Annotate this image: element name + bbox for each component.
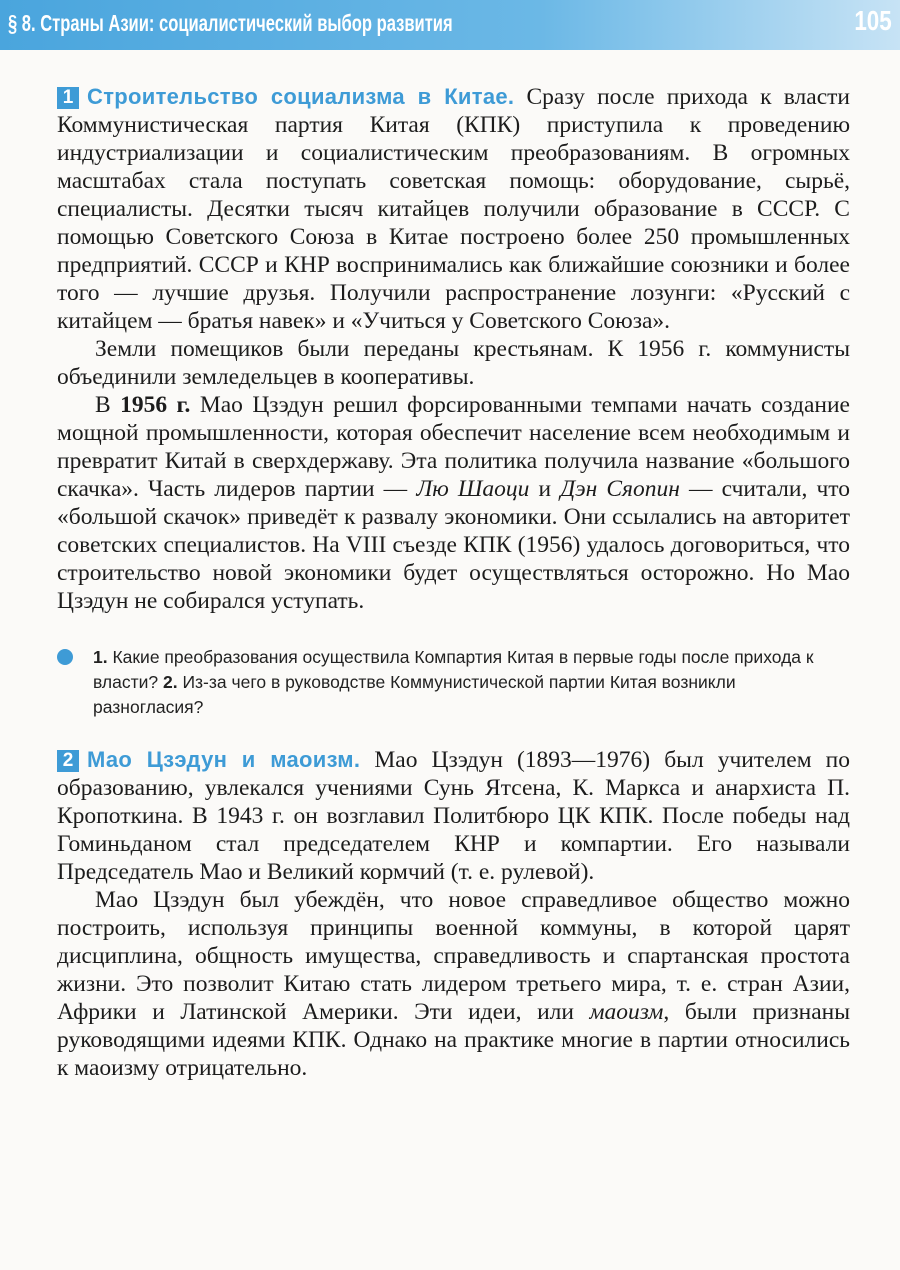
- question2-number: 2.: [162, 672, 178, 692]
- p3-text-b: — считали, что «большой скачок» приведёт к развалу экономики. Они ссылались на авторитет советских специалистов. На VIII съезде КПК (1956) удалось договориться, что строительство новой экономики будет осуществляться осторожно. Но Мао Цзэдун не собирался уступать.: [57, 476, 850, 614]
- term-maoism: маоизм: [589, 999, 664, 1025]
- year-1956: 1956 г.: [120, 392, 191, 418]
- question-bullet-icon: [57, 649, 73, 665]
- section2-paragraph1: [57, 746, 850, 886]
- p3-text-a: Мао Цзэдун решил форсированными темпами начать создание мощной промышленности, которая обеспечит население всем необходимым и превратит Китай в сверхдержаву. Эта политика получила название «большого скачка». Часть лидеров партии —: [57, 392, 850, 502]
- p3-and: и: [529, 476, 561, 502]
- question1-text: Какие преобразования осуществила Компартия Китая в первые годы после прихода к власти?: [93, 647, 814, 692]
- section1-p1-text: Сразу после прихода к власти Коммунистическая партия Китая (КПК) приступила к проведению индустриализации и социалистическим преобразованиям. В огромных масштабах стала поступать советская помощь: оборудование, сырьё, специалисты. Десятки тысяч китайцев получили образование в СССР. С помощью Советского Союза в Китае построено более 250 промышленных предприятий. СССР и КНР воспринимались как ближайшие союзники и более того — лучшие друзья. Получили распространение лозунги: «Русский с китайцем — братья навек» и «Учиться у Советского Союза».: [57, 84, 850, 334]
- page-content: [57, 83, 850, 1082]
- section2-title: Мао Цзэдун и маоизм.: [87, 747, 361, 772]
- section1-number-badge: 1: [57, 87, 79, 109]
- section2-paragraph2: [57, 886, 850, 1082]
- chapter-title: § 8. Страны Азии: социалистический выбор развития: [8, 10, 453, 36]
- page-header: [0, 0, 900, 50]
- page-number: 105: [854, 5, 892, 36]
- s2p2-text-b: , были признаны руководящими идеями КПК. Однако на практике многие в партии относились к маоизму отрицательно.: [57, 999, 850, 1081]
- section2-number-badge: 2: [57, 750, 79, 772]
- name-deng-xiaoping: Дэн Сяопин: [560, 476, 680, 502]
- question2-text: Из-за чего в руководстве Коммунистической партии Китая возникли разногласия?: [93, 672, 736, 717]
- section2-p1-text: Мао Цзэдун (1893—1976) был учителем по образованию, увлекался учениями Сунь Ятсена, К. Маркса и анархиста П. Кропоткина. В 1943 г. он возглавил Политбюро ЦК КПК. После победы над Гоминьданом стал председателем КНР и компартии. Его называли Председатель Мао и Великий кормчий (т. е. рулевой).: [57, 747, 850, 885]
- section1-title: Строительство социализма в Китае.: [87, 84, 515, 109]
- name-liu-shaoqi: Лю Шаоци: [416, 476, 530, 502]
- p3-pre: В: [95, 392, 121, 418]
- question1-number: 1.: [93, 647, 108, 667]
- section1-paragraph1: [57, 83, 850, 335]
- section1-paragraph2: Земли помещиков были переданы крестьянам. К 1956 г. коммунисты объединили земледельцев в кооперативы.: [57, 336, 850, 390]
- s2p2-text-a: Мао Цзэдун был убеждён, что новое справедливое общество можно построить, используя принципы военной коммуны, в которой царят дисциплина, общность имущества, справедливость и спартанская простота жизни. Это позволит Китаю стать лидером третьего мира, т. е. стран Азии, Африки и Латинской Америки. Эти идеи, или: [57, 887, 850, 1025]
- section1-paragraph3: [57, 391, 850, 615]
- review-questions: [57, 645, 850, 720]
